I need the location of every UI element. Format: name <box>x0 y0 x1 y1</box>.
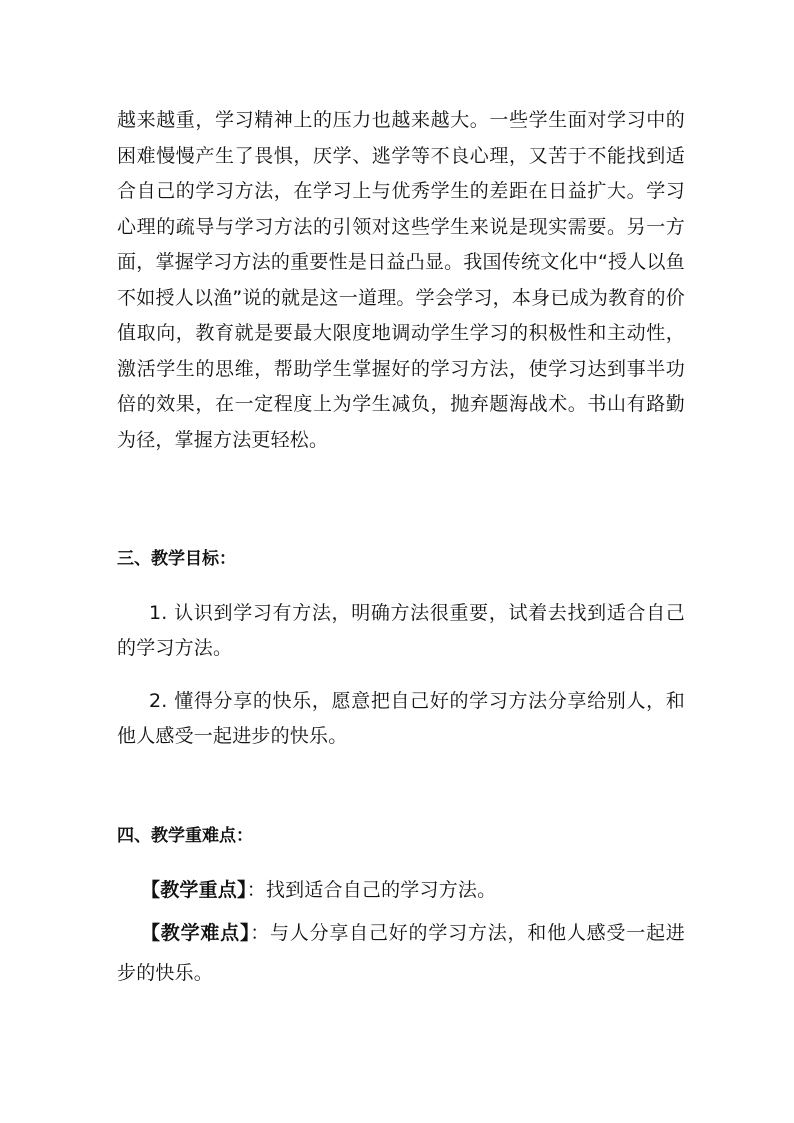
difficult-point-paragraph <box>117 913 685 993</box>
key-point-paragraph <box>117 870 685 910</box>
section-heading-key-difficult-points: 四、教学重难点： <box>117 826 253 846</box>
intro-paragraph: 越来越重，学习精神上的压力也越来越大。一些学生面对学习中的困难慢慢产生了畏惧，厌学、逃学等不良心理，又苦于不能找到适合自己的学习方法，在学习上与优秀学生的差距在日益扩大。学习心理的疏导与学习方法的引领对这些学生来说是现实需要。另一方面，掌握学习方法的重要性是日益凸显。我国传统文化中“授人以鱼不如授人以渔”说的就是这一道理。学会学习，本身已成为教育的价值取向，教育就是要最大限度地调动学生学习的积极性和主动性，激活学生的思维，帮助学生掌握好的学习方法，使学习达到事半功倍的效果，在一定程度上为学生减负，抛弃题海战术。书山有路勤为径，掌握方法更轻松。 <box>117 109 685 451</box>
difficult-point-label: 【教学难点】 <box>141 922 251 944</box>
key-point-label: 【教学重点】 <box>141 879 247 901</box>
teaching-goal-item-2: 2. 懂得分享的快乐，愿意把自己好的学习方法分享给别人，和他人感受一起进步的快乐。 <box>117 690 685 747</box>
difficult-point-text: ：与人分享自己好的学习方法，和他人感受一起进步的快乐。 <box>117 922 685 984</box>
section-heading-teaching-goals: 三、教学目标： <box>117 549 236 569</box>
teaching-goal-item-1: 1. 认识到学习有方法，明确方法很重要，试着去找到适合自己的学习方法。 <box>117 602 685 659</box>
key-point-text: ：找到适合自己的学习方法。 <box>246 879 497 901</box>
